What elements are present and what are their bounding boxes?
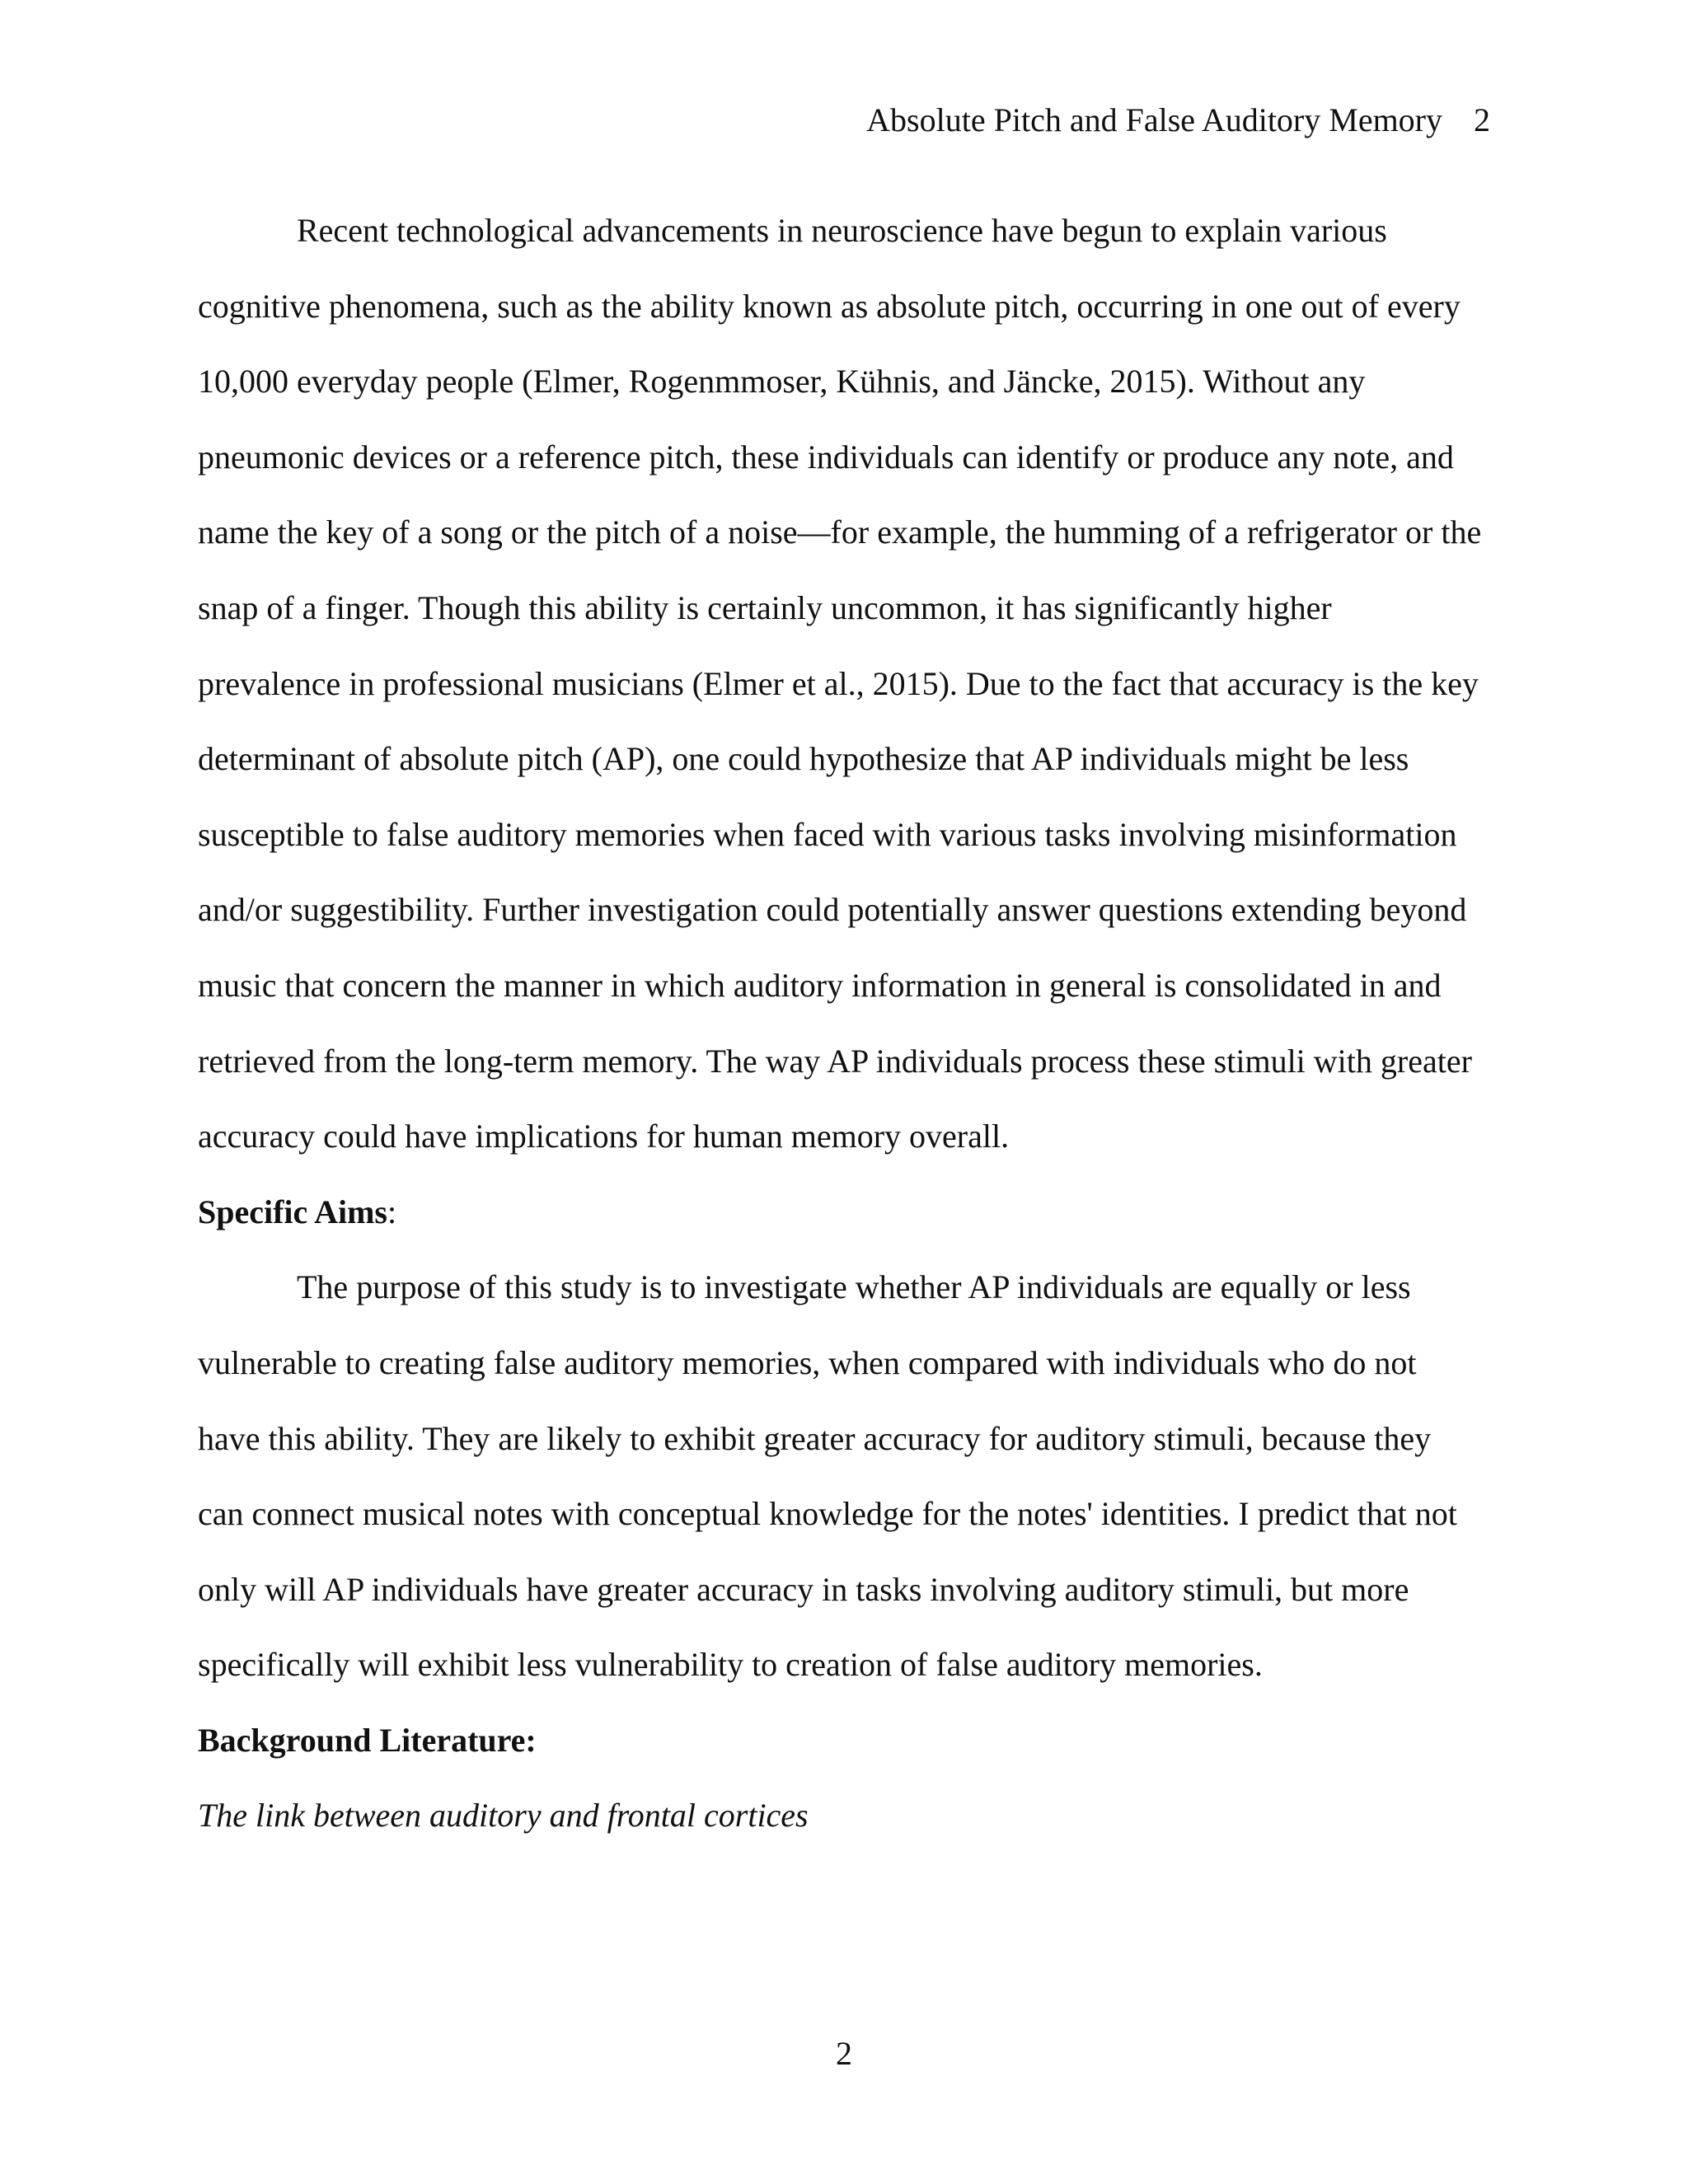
running-head-page-number: 2 (1474, 101, 1490, 138)
paragraph-line: cognitive phenomena, such as the ability known as absolute pitch, occurring in one out of every (198, 287, 1461, 325)
paragraph-line: determinant of absolute pitch (AP), one could hypothesize that AP individuals might be less (198, 740, 1409, 778)
running-head-title: Absolute Pitch and False Auditory Memory (866, 101, 1442, 138)
section-heading-colon: : (387, 1193, 397, 1230)
paragraph-line: susceptible to false auditory memories when faced with various tasks involving misinformation (198, 815, 1457, 853)
paragraph-line: have this ability. They are likely to exhibit greater accuracy for auditory stimuli, because they (198, 1419, 1432, 1457)
paragraph-line: music that concern the manner in which auditory information in general is consolidated in and (198, 966, 1442, 1004)
paragraph-line: name the key of a song or the pitch of a noise—for example, the humming of a refrigerator or the (198, 513, 1482, 551)
paragraph-line: accuracy could have implications for human memory overall. (198, 1118, 1010, 1155)
paragraph-line: snap of a finger. Though this ability is certainly uncommon, it has significantly higher (198, 588, 1332, 626)
paragraph-line: only will AP individuals have greater accuracy in tasks involving auditory stimuli, but more (198, 1570, 1409, 1608)
running-head (866, 97, 1490, 143)
section-heading-background-literature: Background Literature: (198, 1721, 537, 1759)
paragraph-line: prevalence in professional musicians (Elmer et al., 2015). Due to the fact that accuracy is the key (198, 664, 1479, 702)
paragraph-line: can connect musical notes with conceptual knowledge for the notes' identities. I predict that not (198, 1495, 1457, 1533)
paragraph-line: specifically will exhibit less vulnerability to creation of false auditory memories. (198, 1646, 1263, 1684)
paragraph-line: retrieved from the long-term memory. The way AP individuals process these stimuli with greater (198, 1042, 1472, 1080)
section-heading-text: Specific Aims (198, 1193, 387, 1230)
body-text (198, 193, 1484, 1854)
paragraph-line: vulnerable to creating false auditory memories, when compared with individuals who do not (198, 1343, 1417, 1381)
paragraph-line: Recent technological advancements in neuroscience have begun to explain various (297, 212, 1387, 249)
paragraph-line: pneumonic devices or a reference pitch, these individuals can identify or produce any note, and (198, 438, 1454, 476)
subsection-heading: The link between auditory and frontal cortices (198, 1797, 809, 1835)
paragraph-line: and/or suggestibility. Further investigation could potentially answer questions extending beyond (198, 891, 1467, 929)
section-heading-specific-aims (198, 1174, 1484, 1250)
paragraph-line: The purpose of this study is to investigate whether AP individuals are equally or less (297, 1268, 1411, 1306)
paragraph-line: 10,000 everyday people (Elmer, Rogenmmoser, Kühnis, and Jäncke, 2015). Without any (198, 363, 1366, 401)
footer-page-number: 2 (836, 2035, 852, 2072)
